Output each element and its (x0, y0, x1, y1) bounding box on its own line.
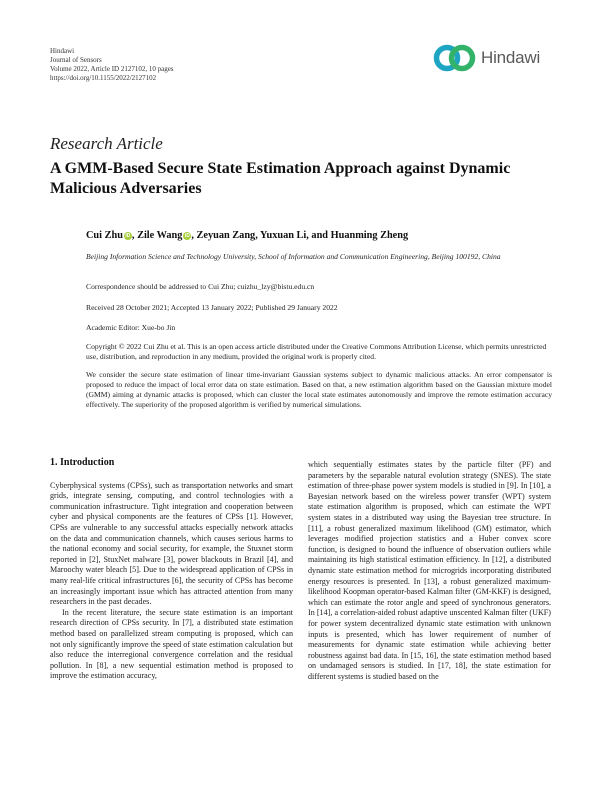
journal-info (50, 47, 174, 83)
author-name: Cui Zhu (86, 230, 123, 241)
publisher-name: Hindawi (50, 47, 75, 55)
author-list: Cui Zhu iD , Zile Wang iD , Zeyuan Zang, Yuxuan Li, and Huanming Zheng (86, 230, 409, 241)
author-name: Yuxuan Li (259, 230, 307, 241)
academic-editor: Academic Editor: Xue-bo Jin (86, 323, 176, 332)
volume-line: Volume 2022, Article ID 2127102, 10 pages (50, 65, 174, 73)
left-column (50, 458, 293, 682)
right-column (308, 460, 551, 682)
correspondence: Correspondence should be addressed to Cui Zhu; cuizhu_lzy@bistu.edu.cn (86, 282, 315, 291)
article-type: Research Article (50, 134, 163, 153)
journal-name: Journal of Sensors (50, 56, 102, 64)
hindawi-rings-icon (433, 44, 477, 72)
paragraph: which sequentially estimates states by the particle filter (PF) and parameters by the separable natural evolution strategy (SNES). The state estimation of three-phase power system models is studied in [9]. In [10], a Bayesian network based on the wireless power transfer (WPT) system state estimation algorithm is proposed, which can estimate the WPT system states in a distributed way using the Bayesian tree structure. In [11], a robust generalized maximum likelihood (GM) estimator, which leverages modified projection statistics and a Huber convex score function, is designed to bound the influence of observation outliers while maintaining its high statistical estimation efficiency. In [12], a distributed dynamic state estimation method for microgrids incorporating distributed energy resources is presented. In [13], a robust generalized maximum-likelihood Koopman operator-based Kalman filter (GM-KKF) is designed, which can estimate the rotor angle and speed of synchronous generators. In [14], a correlation-aided robust adaptive unscented Kalman filter (UKF) for power system decentralized dynamic state estimation with unknown inputs is presented, which has lower requirement of number of measurements for dynamic state estimation while achieving better robustness against bad data. In [15, 16], the state estimation method based on undamaged sensors is studied. In [17, 18], the state estimation for different systems is studied based on the (308, 460, 551, 681)
author-name: Huanming Zheng (330, 230, 409, 241)
orcid-icon[interactable]: iD (184, 233, 190, 239)
article-title: A GMM-Based Secure State Estimation Approach against Dynamic Malicious Adversaries (50, 160, 511, 197)
orcid-icon[interactable]: iD (125, 233, 131, 239)
logo-text: Hindawi (481, 48, 541, 67)
publication-dates: Received 28 October 2021; Accepted 13 January 2022; Published 29 January 2022 (86, 303, 338, 312)
section-heading: 1. Introduction (50, 457, 115, 468)
paragraph: Cyberphysical systems (CPSs), such as transportation networks and smart grids, integrate sensing, computing, and control technologies with a communication infrastructure. Tight integration and cooperation between cyber and physical components are the features of CPSs [1]. However, CPSs are vulnerable to any successful attacks especially network attacks on the data and communication channels, which causes serious harms to the national economy and social security, for example, the Stuxnet storm reported in [2], StuxNet malware [3], power blackouts in Brazil [4], and Maroochy water bleach [5]. Due to the widespread application of CPSs in many real-life critical infrastructures [6], the security of CPSs has become an increasingly important issue which has attracted attention from many researchers in the past decades. (50, 480, 293, 607)
affiliation: Beijing Information Science and Technology University, School of Information and Communication Engineering, Beijing 100192, China (86, 252, 501, 261)
copyright-notice: Copyright © 2022 Cui Zhu et al. This is an open access article distributed under the Creative Commons Attribution License, which permits unrestricted use, distribution, and reproduction in any medium, provided the original work is properly cited. (86, 342, 547, 361)
abstract: We consider the secure state estimation of linear time-invariant Gaussian systems subject to dynamic malicious attacks. An error compensator is proposed to reduce the impact of local error data on state estimation. Based on that, a new estimation algorithm based on the Gaussian mixture model (GMM) aiming at dynamic attacks is proposed, which can cluster the local state estimates autonomously and improve the remote estimation accuracy effectively. The superiority of the proposed algorithm is verified by numerical simulations. (86, 370, 552, 410)
hindawi-logo[interactable] (433, 44, 540, 72)
doi-link[interactable]: https://doi.org/10.1155/2022/2127102 (50, 74, 157, 82)
author-name: Zile Wang (137, 230, 183, 241)
author-name: Zeyuan Zang (196, 230, 256, 241)
paragraph: In the recent literature, the secure state estimation is an important research direction of CPSs security. In [7], a distributed state estimation method based on parallelized stream computing is proposed, which can not only significantly improve the speed of state estimation calculation but also reduce the interregional convergence correlation and the residual pollution. In [8], a new sequential estimation method is proposed to improve the estimation accuracy, (50, 607, 293, 681)
